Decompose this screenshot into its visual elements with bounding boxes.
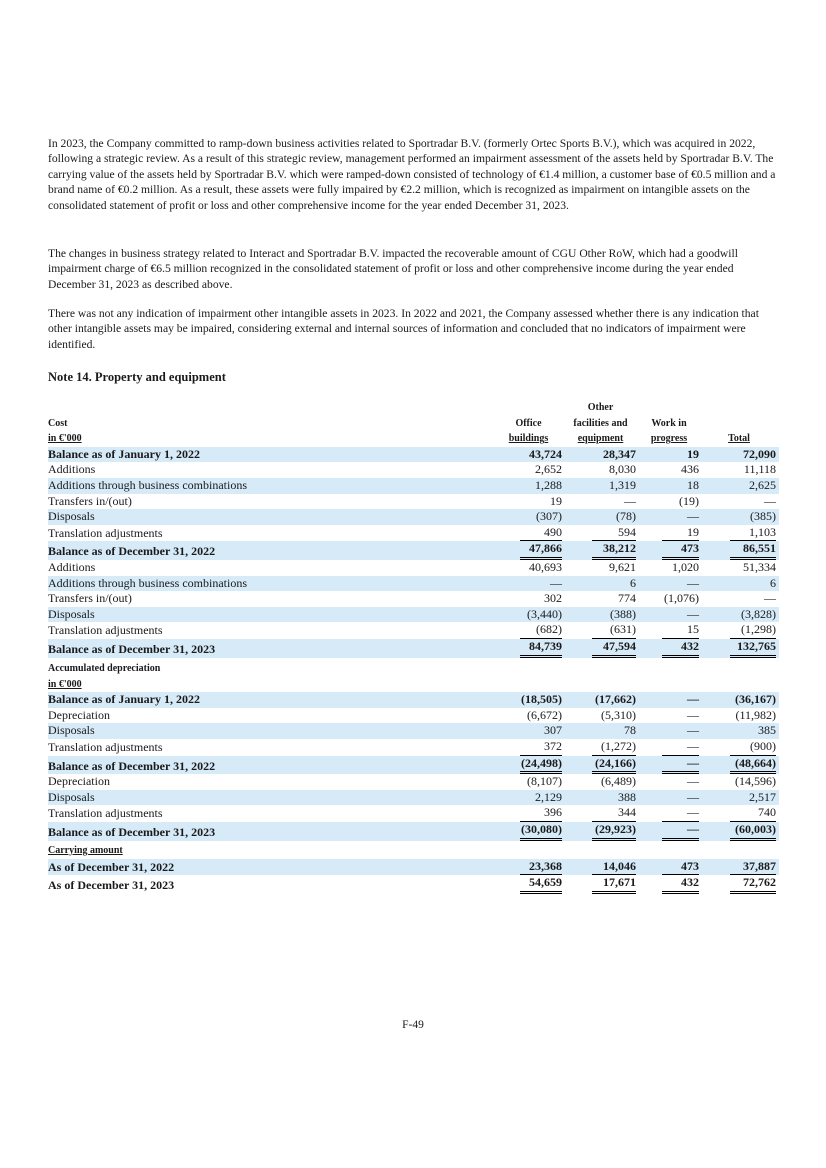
cell	[639, 447, 702, 463]
other-facilities-value: 14,046	[592, 859, 636, 876]
cell	[495, 805, 565, 822]
note-title: Note 14. Property and equipment	[48, 370, 226, 384]
total-value: 86,551	[730, 541, 776, 560]
row-label: Balance as of January 1, 2022	[48, 447, 495, 463]
other-facilities-value: (1,272)	[592, 739, 636, 756]
table-row	[48, 708, 779, 724]
office-buildings-value: (8,107)	[527, 774, 562, 789]
table-row	[48, 560, 779, 576]
carrying-table	[48, 843, 779, 894]
total-value: (3,828)	[741, 606, 776, 621]
total-value: 6	[770, 575, 776, 590]
row-label: Transfers in/(out)	[48, 591, 132, 606]
cell	[702, 622, 779, 639]
cell	[702, 790, 779, 806]
cell	[495, 739, 565, 756]
work-in-progress-value: (19)	[679, 493, 699, 508]
row-label: Disposals	[48, 723, 495, 739]
cell	[495, 478, 565, 494]
office-buildings-value: 47,866	[520, 541, 562, 560]
cell	[495, 639, 565, 658]
cell	[702, 875, 779, 894]
office-buildings-value: 2,129	[535, 789, 562, 804]
work-in-progress-value: 473	[662, 859, 699, 876]
cell	[565, 708, 639, 724]
cell	[495, 560, 565, 576]
cell	[639, 859, 702, 876]
cell	[565, 462, 639, 478]
depreciation-heading: Accumulated depreciation	[48, 663, 161, 674]
cell	[639, 478, 702, 494]
col-office-line1: Office	[515, 417, 542, 429]
total-value: 2,517	[749, 789, 776, 804]
cell	[639, 509, 702, 525]
cell	[495, 790, 565, 806]
cell	[495, 708, 565, 724]
work-in-progress-value: —	[662, 739, 699, 756]
cell	[639, 607, 702, 623]
cell	[565, 607, 639, 623]
work-in-progress-value: 19	[662, 525, 699, 542]
work-in-progress-value: —	[662, 805, 699, 822]
cell	[565, 822, 639, 841]
cell	[702, 541, 779, 560]
row-label: Balance as of December 31, 2022	[48, 756, 495, 775]
table-row	[48, 774, 779, 790]
table-row	[48, 541, 779, 560]
page-number: F-49	[402, 1019, 424, 1031]
cell	[639, 622, 702, 639]
office-buildings-value: 84,739	[520, 639, 562, 658]
cost-header-label	[48, 400, 495, 447]
cell	[565, 622, 639, 639]
cell	[702, 756, 779, 775]
cell	[639, 756, 702, 775]
cell	[495, 462, 565, 478]
row-label: Translation adjustments	[48, 525, 163, 540]
carrying-header-row	[48, 843, 779, 859]
row-label: Balance as of December 31, 2023	[48, 822, 495, 841]
cell	[495, 859, 565, 876]
office-buildings-value: 307	[544, 723, 562, 738]
work-in-progress-value: 432	[662, 875, 699, 894]
cell	[495, 509, 565, 525]
depreciation-table	[48, 661, 779, 841]
cell	[565, 525, 639, 542]
total-value: (900)	[730, 739, 776, 756]
cell	[702, 708, 779, 724]
work-in-progress-value: 19	[687, 446, 699, 461]
total-value: (385)	[750, 509, 776, 524]
depreciation-rows	[48, 692, 779, 840]
cell	[495, 875, 565, 894]
work-in-progress-value: —	[662, 756, 699, 775]
other-facilities-value: (24,166)	[592, 756, 636, 775]
cell	[495, 576, 565, 592]
work-in-progress-value: —	[687, 789, 699, 804]
cell	[565, 478, 639, 494]
row-label: Balance as of December 31, 2022	[48, 541, 495, 560]
other-facilities-value: —	[624, 493, 636, 508]
table-row	[48, 509, 779, 525]
col-other-line3: equipment	[577, 433, 624, 445]
col-total-label: Total	[728, 433, 750, 445]
cell	[495, 525, 565, 542]
depreciation-unit: in €'000	[48, 678, 82, 690]
cell	[495, 692, 565, 708]
other-facilities-value: 47,594	[592, 639, 636, 658]
office-buildings-value: (307)	[536, 509, 562, 524]
cell	[639, 541, 702, 560]
other-facilities-value: 38,212	[592, 541, 636, 560]
cell	[702, 639, 779, 658]
office-buildings-value: 54,659	[520, 875, 562, 894]
cell	[702, 822, 779, 841]
cell	[565, 509, 639, 525]
office-buildings-value: 372	[520, 739, 562, 756]
other-facilities-value: 594	[592, 525, 636, 542]
table-row	[48, 447, 779, 463]
office-buildings-value: —	[550, 575, 562, 590]
col-office-line2: buildings	[508, 433, 549, 445]
row-label: Additions	[48, 462, 96, 477]
total-value: 2,625	[749, 477, 776, 492]
cell	[495, 447, 565, 463]
cell	[639, 790, 702, 806]
cost-unit: in €'000	[48, 433, 82, 445]
carrying-rows	[48, 859, 779, 894]
cell	[565, 774, 639, 790]
work-in-progress-value: —	[687, 606, 699, 621]
table-row	[48, 478, 779, 494]
total-value: 72,762	[730, 875, 776, 894]
col-other-line1: Other	[587, 402, 614, 413]
cell	[639, 875, 702, 894]
cell	[702, 591, 779, 607]
cell	[495, 756, 565, 775]
cell	[565, 591, 639, 607]
depreciation-unit-row	[48, 677, 779, 693]
table-row	[48, 462, 779, 478]
cell	[702, 774, 779, 790]
total-value: 37,887	[730, 859, 776, 876]
cell	[639, 525, 702, 542]
office-buildings-value: (6,672)	[527, 707, 562, 722]
other-facilities-value: (5,310)	[601, 707, 636, 722]
row-label: Transfers in/(out)	[48, 493, 132, 508]
row-label: Translation adjustments	[48, 623, 163, 638]
office-buildings-value: 2,652	[535, 462, 562, 477]
cell	[702, 607, 779, 623]
other-facilities-value: 774	[618, 591, 636, 606]
row-label: Additions through business combinations	[48, 576, 495, 592]
other-facilities-value: 28,347	[603, 446, 636, 461]
cell	[702, 525, 779, 542]
total-value: (60,003)	[730, 822, 776, 841]
office-buildings-value: 302	[544, 591, 562, 606]
work-in-progress-value: —	[687, 774, 699, 789]
col-wip-line1: Work in	[651, 417, 687, 429]
other-facilities-value: 9,621	[609, 559, 636, 574]
total-value: 385	[758, 723, 776, 738]
cell	[702, 576, 779, 592]
cell	[702, 478, 779, 494]
cell	[495, 607, 565, 623]
office-buildings-value: 396	[520, 805, 562, 822]
total-value: 11,118	[743, 462, 776, 477]
work-in-progress-value: 473	[662, 541, 699, 560]
cell	[495, 723, 565, 739]
other-facilities-value: 1,319	[609, 477, 636, 492]
cell	[702, 462, 779, 478]
cell	[565, 639, 639, 658]
cell	[639, 805, 702, 822]
row-label: Additions	[48, 559, 96, 574]
other-facilities-value: 344	[592, 805, 636, 822]
row-label: Translation adjustments	[48, 806, 163, 821]
table-row	[48, 875, 779, 894]
total-value: (48,664)	[730, 756, 776, 775]
cell	[495, 494, 565, 510]
office-buildings-value: (18,505)	[521, 692, 562, 707]
table-row	[48, 739, 779, 756]
cell	[565, 541, 639, 560]
total-value: 740	[730, 805, 776, 822]
cell	[702, 692, 779, 708]
cell	[639, 560, 702, 576]
table-row	[48, 692, 779, 708]
cell	[639, 494, 702, 510]
office-buildings-value: 1,288	[535, 477, 562, 492]
cell	[702, 509, 779, 525]
total-value: 72,090	[743, 446, 776, 461]
row-label: Balance as of December 31, 2023	[48, 639, 495, 658]
cell	[565, 875, 639, 894]
cell	[565, 576, 639, 592]
paragraph-cgu-goodwill: The changes in business strategy related to Interact and Sportradar B.V. impacted the recoverable amount of CGU Other RoW, which had a goodwill impairment charge of €6.5 million recognized in the consolidated statement of profit or loss and other comprehensive income during the year ended December 31, 2023 as described above.	[48, 247, 738, 291]
office-buildings-value: 23,368	[520, 859, 562, 876]
cost-rows	[48, 447, 779, 658]
table-row	[48, 639, 779, 658]
cell	[565, 560, 639, 576]
cell	[565, 494, 639, 510]
cell	[702, 739, 779, 756]
work-in-progress-value: 1,020	[672, 559, 699, 574]
total-value: —	[764, 591, 776, 606]
cell	[565, 790, 639, 806]
row-label: Translation adjustments	[48, 739, 163, 754]
work-in-progress-value: —	[687, 707, 699, 722]
total-value: —	[764, 493, 776, 508]
cell	[565, 859, 639, 876]
other-facilities-value: (78)	[616, 509, 636, 524]
cell	[495, 622, 565, 639]
cell	[495, 591, 565, 607]
col-office-buildings	[495, 400, 565, 447]
col-work-in-progress	[639, 400, 702, 447]
depreciation-header-row	[48, 661, 779, 677]
work-in-progress-value: —	[687, 723, 699, 738]
office-buildings-value: (682)	[520, 622, 562, 639]
table-row	[48, 756, 779, 775]
table-row	[48, 859, 779, 876]
other-facilities-value: (631)	[592, 622, 636, 639]
cell	[639, 576, 702, 592]
col-other-line2: facilities and	[573, 417, 628, 429]
cell	[639, 774, 702, 790]
office-buildings-value: (24,498)	[520, 756, 562, 775]
cell	[565, 692, 639, 708]
cell	[495, 541, 565, 560]
cell	[702, 447, 779, 463]
row-label: Additions through business combinations	[48, 478, 495, 494]
total-value: 132,765	[730, 639, 776, 658]
work-in-progress-value: 432	[662, 639, 699, 658]
cell	[495, 774, 565, 790]
cost-table	[48, 400, 779, 658]
table-row	[48, 822, 779, 841]
work-in-progress-value: —	[662, 822, 699, 841]
table-row	[48, 607, 779, 623]
table-row	[48, 494, 779, 510]
row-label: Disposals	[48, 607, 495, 623]
cell	[495, 822, 565, 841]
table-row	[48, 525, 779, 542]
table-row	[48, 576, 779, 592]
work-in-progress-value: —	[687, 692, 699, 707]
total-value: (1,298)	[730, 622, 776, 639]
office-buildings-value: 19	[550, 493, 562, 508]
other-facilities-value: (6,489)	[601, 774, 636, 789]
other-facilities-value: (29,923)	[592, 822, 636, 841]
paragraph-sportradar-impairment: In 2023, the Company committed to ramp-down business activities related to Sportradar B.V. (formerly Ortec Sports B.V.), which was acquired in 2022, following a strategic review. As a result of this strategic review, management performed an impairment assessment of the assets held by Sportradar B.V. The carrying value of the assets held by Sportradar B.V. which were ramped-down consisted of technology of €1.4 million, a customer base of €0.5 million and a brand name of €0.2 million. As a result, these assets were fully impaired by €2.2 million, which is recognized as impairment on intangible assets on the consolidated statement of profit or loss and other comprehensive income for the year ended December 31, 2023.	[48, 137, 776, 212]
cell	[702, 859, 779, 876]
cell	[565, 447, 639, 463]
other-facilities-value: 17,671	[592, 875, 636, 894]
table-row	[48, 805, 779, 822]
cell	[639, 739, 702, 756]
cell	[639, 822, 702, 841]
cell	[639, 462, 702, 478]
work-in-progress-value: 15	[662, 622, 699, 639]
total-value: (36,167)	[735, 692, 776, 707]
office-buildings-value: 43,724	[529, 446, 562, 461]
table-row	[48, 591, 779, 607]
other-facilities-value: 388	[618, 789, 636, 804]
row-label: As of December 31, 2023	[48, 878, 175, 893]
cost-heading: Cost	[48, 417, 68, 429]
total-value: 1,103	[730, 525, 776, 542]
cell	[702, 494, 779, 510]
other-facilities-value: 6	[630, 575, 636, 590]
cost-header-row	[48, 400, 779, 447]
carrying-heading: Carrying amount	[48, 845, 123, 856]
cell	[565, 805, 639, 822]
row-label: Disposals	[48, 509, 495, 525]
row-label: Depreciation	[48, 707, 110, 722]
table-row	[48, 622, 779, 639]
table-row	[48, 723, 779, 739]
cell	[565, 723, 639, 739]
office-buildings-value: (3,440)	[527, 606, 562, 621]
row-label: Depreciation	[48, 774, 110, 789]
office-buildings-value: 40,693	[529, 559, 562, 574]
work-in-progress-value: —	[687, 509, 699, 524]
cell	[639, 639, 702, 658]
cell	[702, 560, 779, 576]
cell	[702, 805, 779, 822]
cell	[565, 739, 639, 756]
office-buildings-value: (30,080)	[520, 822, 562, 841]
cell	[639, 692, 702, 708]
col-wip-line2: progress	[650, 433, 688, 445]
work-in-progress-value: 18	[687, 477, 699, 492]
cell	[565, 756, 639, 775]
cell	[639, 723, 702, 739]
row-label: Disposals	[48, 790, 495, 806]
office-buildings-value: 490	[520, 525, 562, 542]
total-value: (14,596)	[735, 774, 776, 789]
row-label: Balance as of January 1, 2022	[48, 692, 495, 708]
other-facilities-value: (388)	[610, 606, 636, 621]
other-facilities-value: (17,662)	[595, 692, 636, 707]
cell	[702, 723, 779, 739]
cell	[639, 591, 702, 607]
col-other-facilities	[565, 400, 639, 447]
paragraph-no-indication: There was not any indication of impairment other intangible assets in 2023. In 2022 and 2021, the Company assessed whether there is any indication that other intangible assets may be impaired, considering external and internal sources of information and concluded that no indicators of impairment were identified.	[48, 307, 759, 351]
other-facilities-value: 8,030	[609, 462, 636, 477]
work-in-progress-value: (1,076)	[664, 591, 699, 606]
work-in-progress-value: —	[687, 575, 699, 590]
col-total	[702, 400, 779, 447]
row-label: As of December 31, 2022	[48, 859, 495, 876]
total-value: (11,982)	[735, 707, 776, 722]
cell	[639, 708, 702, 724]
table-row	[48, 790, 779, 806]
total-value: 51,334	[743, 559, 776, 574]
work-in-progress-value: 436	[681, 462, 699, 477]
other-facilities-value: 78	[624, 723, 636, 738]
